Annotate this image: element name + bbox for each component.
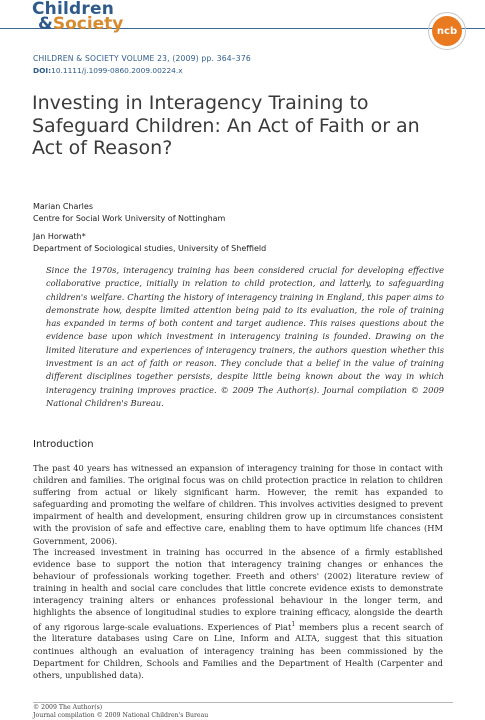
journal-logo xyxy=(32,2,212,42)
body-paragraph-2 xyxy=(33,546,443,681)
logo-line2-text: Society xyxy=(52,14,124,34)
doi-label: DOI: xyxy=(33,66,52,75)
footer-copyright: © 2009 The Author(s) xyxy=(33,704,103,711)
logo-line1: Children xyxy=(32,0,115,19)
author-name-1: Marian Charles xyxy=(33,202,93,211)
section-heading-introduction: Introduction xyxy=(33,439,94,450)
abstract: Since the 1970s, interagency training has been considered crucial for developing effective collaborative practice, initially in relation to child protection, and latterly, to safeguarding children's welfare. Charting the history of interagency training in England, this paper aims to demonstrate how, despite limited attention being paid to its evaluation, the role of training has expanded in terms of both content and target audience. This raises questions about the evidence base upon which investment in interagency training is founded. Drawing on the limited literature and experiences of interagency trainers, the authors question whether this investment is an act of faith or reason. They conclude that a belief in the value of training different disciplines together persists, despite little being known about the way in which interagency training improves practice. © 2009 The Author(s). Journal compilation © 2009 National Children's Bureau. xyxy=(46,265,444,408)
body-paragraph-2-part1: The increased investment in training has occurred in the absence of a firmly established evidence base to support the notion that interagency training changes or enhances the behaviour of professionals working together. Freeth and others' (2002) literature review of training in health and social care concludes that little concrete evidence exists to demonstrate interagency training alters or enhances professional behaviour in the longer term, and highlights the absence of longitudinal studies to explore training efficacy, alongside the dearth of any rigorous large-scale evaluations. Experiences of Piat xyxy=(33,547,443,632)
ncb-logo: ncb xyxy=(432,16,462,46)
footer-rule xyxy=(33,702,453,703)
article-title: Investing in Interagency Training to Safeguard Children: An Act of Faith or an Act of Reason? xyxy=(32,92,420,159)
body-paragraph-2-part2: members plus a recent search of the literature databases using Care on Line, Inform and ALTA, suggest that this situation continues although an evaluation of interagency training has been commissioned by the Department for Children, Schools and Families and the Department of Health (Carpenter and others, unpublished data). xyxy=(33,621,443,680)
doi-value[interactable]: 10.1111/j.1099-0860.2009.00224.x xyxy=(51,66,183,75)
author-affiliation-1: Centre for Social Work University of Nottingham xyxy=(33,214,226,223)
doi-line xyxy=(33,66,183,75)
logo-line2 xyxy=(32,14,212,34)
journal-citation: CHILDREN & SOCIETY VOLUME 23, (2009) pp. 364–376 xyxy=(33,54,251,63)
footnote-marker[interactable]: 1 xyxy=(291,620,296,628)
author-affiliation-2: Department of Sociological studies, University of Sheffield xyxy=(33,244,267,253)
footer-compilation: Journal compilation © 2009 National Children's Bureau xyxy=(33,712,209,719)
author-name-2: Jan Horwath* xyxy=(33,232,86,241)
logo-ampersand: & xyxy=(38,14,53,34)
body-paragraph-1: The past 40 years has witnessed an expansion of interagency training for those in contact with children and families. The original focus was on child protection practice in relation to children suffering from actual or likely significant harm. However, the remit has expanded to safeguarding and promoting the welfare of children. This involves activities designed to prevent impairment of health and development, ensuring children grow up in circumstances consistent with the provision of safe and effective care, enabling them to have optimum life chances (HM Government, 2006). xyxy=(33,463,443,546)
